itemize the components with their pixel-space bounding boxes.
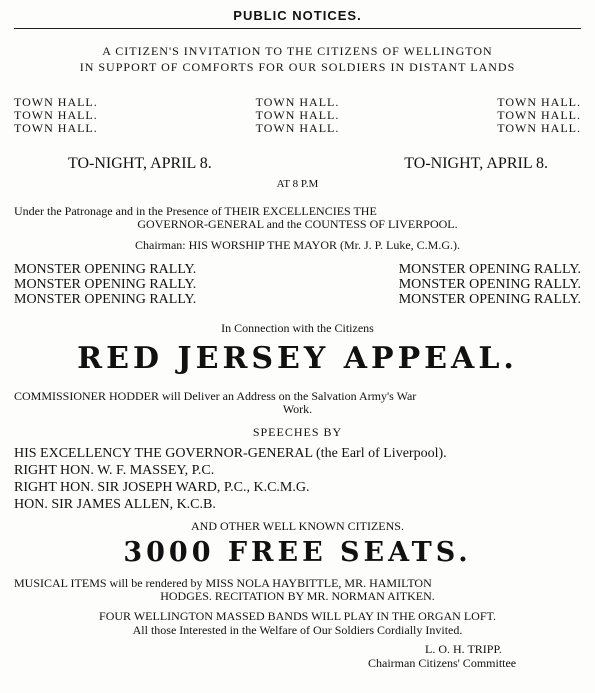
seats-title: 3000 FREE SEATS. [123, 537, 472, 568]
rally-text: MONSTER OPENING RALLY. [14, 292, 197, 307]
speaker-item: RIGHT HON. W. F. MASSEY, P.C. [14, 463, 215, 478]
event-time: AT 8 P.M [276, 178, 319, 190]
speeches-by: SPEECHES BY [252, 425, 343, 439]
patronage-line-2: GOVERNOR-GENERAL and the COUNTESS OF LIVERPOOL. [137, 217, 458, 231]
speaker-item: HIS EXCELLENCY THE GOVERNOR-GENERAL (the Earl of Liverpool). [14, 446, 447, 461]
other-citizens: AND OTHER WELL KNOWN CITIZENS. [191, 519, 404, 533]
section-header: PUBLIC NOTICES. [233, 8, 362, 23]
town-hall-text: TOWN HALL. [14, 108, 98, 122]
connection-line: In Connection with the Citizens [221, 321, 374, 335]
signature-name: L. O. H. TRIPP. [425, 642, 502, 656]
signature-role: Chairman Citizens' Committee [368, 656, 517, 670]
rally-col-left [14, 262, 196, 307]
tonight-right: TO-NIGHT, APRIL 8. [404, 155, 548, 172]
town-hall-text: TOWN HALL. [497, 108, 581, 122]
header-rule [14, 28, 581, 29]
invitation-line-1: A CITIZEN'S INVITATION TO THE CITIZENS OF WELLINGTON [102, 44, 493, 58]
rally-text: MONSTER OPENING RALLY. [14, 277, 197, 292]
speaker-item: HON. SIR JAMES ALLEN, K.C.B. [14, 497, 216, 512]
rally-col-right [399, 262, 581, 307]
speaker-item: RIGHT HON. SIR JOSEPH WARD, P.C., K.C.M.G. [14, 480, 310, 495]
town-hall-text: TOWN HALL. [255, 95, 340, 109]
town-hall-text: TOWN HALL. [14, 121, 98, 135]
rally-block [14, 262, 581, 310]
musical-line-2: HODGES. RECITATION BY MR. NORMAN AITKEN. [160, 589, 435, 603]
town-hall-col-right [497, 96, 581, 135]
tonight-row [68, 155, 548, 173]
town-hall-col-left [14, 96, 98, 135]
tonight-left: TO-NIGHT, APRIL 8. [68, 155, 212, 172]
rally-text: MONSTER OPENING RALLY. [14, 262, 197, 277]
town-hall-text: TOWN HALL. [14, 95, 98, 109]
town-hall-block [14, 96, 581, 138]
rally-text: MONSTER OPENING RALLY. [398, 277, 581, 292]
patronage-line-1: Under the Patronage and in the Presence of THEIR EXCELLENCIES THE [14, 204, 377, 218]
rally-text: MONSTER OPENING RALLY. [398, 292, 581, 307]
invited-line: All those Interested in the Welfare of Our Soldiers Cordially Invited. [132, 623, 463, 637]
bands-line: FOUR WELLINGTON MASSED BANDS WILL PLAY IN THE ORGAN LOFT. [99, 609, 496, 623]
town-hall-text: TOWN HALL. [497, 95, 581, 109]
musical-line-1: MUSICAL ITEMS will be rendered by MISS NOLA HAYBITTLE, MR. HAMILTON [14, 576, 432, 590]
town-hall-col-middle [256, 96, 340, 135]
commissioner-line-1: COMMISSIONER HODDER will Deliver an Address on the Salvation Army's War [14, 389, 417, 403]
town-hall-text: TOWN HALL. [255, 121, 340, 135]
town-hall-text: TOWN HALL. [497, 121, 581, 135]
town-hall-text: TOWN HALL. [255, 108, 340, 122]
appeal-title: RED JERSEY APPEAL. [77, 341, 518, 376]
rally-text: MONSTER OPENING RALLY. [398, 262, 581, 277]
chairman-line: Chairman: HIS WORSHIP THE MAYOR (Mr. J. P. Luke, C.M.G.). [134, 238, 461, 252]
commissioner-line-2: Work. [282, 402, 313, 416]
invitation-line-2: IN SUPPORT OF COMFORTS FOR OUR SOLDIERS IN DISTANT LANDS [79, 60, 516, 74]
